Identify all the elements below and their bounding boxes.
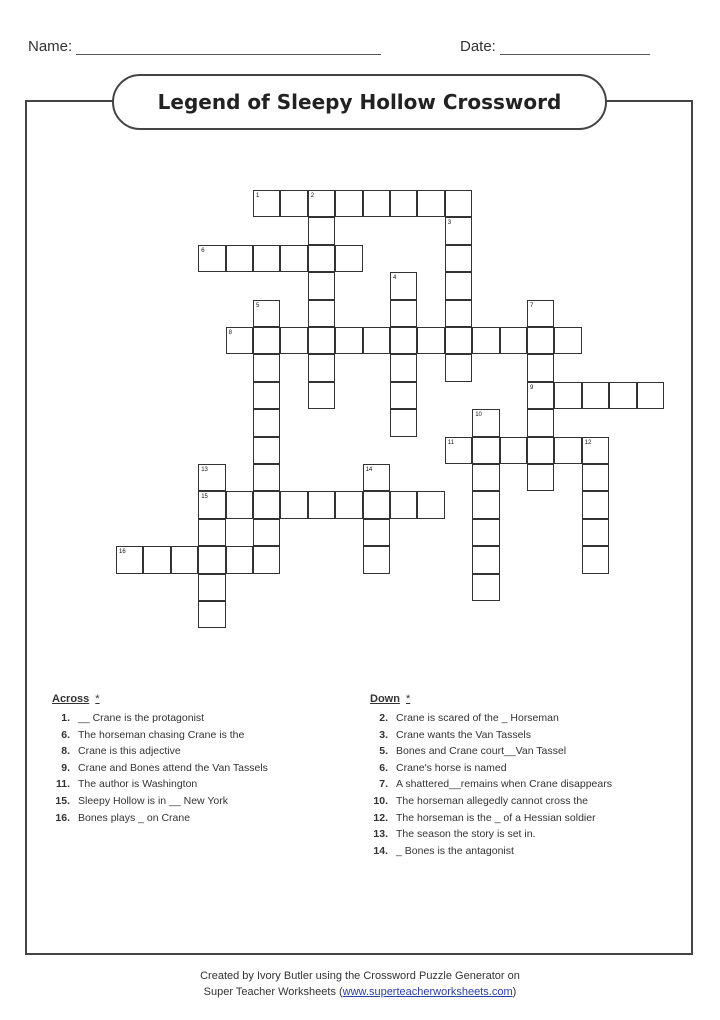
across-clue xyxy=(52,793,352,810)
clue-text: Bones plays _ on Crane xyxy=(78,811,191,824)
clue-number: 15. xyxy=(55,794,70,807)
crossword-cell[interactable] xyxy=(308,272,335,299)
crossword-cell[interactable] xyxy=(143,546,170,573)
crossword-cell[interactable] xyxy=(417,491,444,518)
clue-text: __ Crane is the protagonist xyxy=(78,712,205,724)
clue-text: Crane wants the Van Tassels xyxy=(396,728,532,741)
clue-number: 11. xyxy=(55,778,70,791)
crossword-cell[interactable] xyxy=(253,354,280,381)
clue-text: The author is Washington xyxy=(78,778,198,791)
crossword-cell[interactable] xyxy=(308,491,335,518)
crossword-cell[interactable] xyxy=(472,519,499,546)
clue-number: 13. xyxy=(373,828,388,841)
crossword-cell[interactable] xyxy=(527,327,554,354)
clue-number: 2. xyxy=(379,712,388,724)
cell-number: 3 xyxy=(447,220,452,227)
clue-text: Crane's horse is named xyxy=(396,761,507,774)
crossword-cell[interactable] xyxy=(472,546,499,573)
crossword-cell[interactable] xyxy=(198,546,225,573)
crossword-cell[interactable] xyxy=(445,245,472,272)
cell-number: 14 xyxy=(365,467,373,473)
clue-text: A shattered__remains when Crane disappears xyxy=(396,778,612,791)
crossword-cell[interactable] xyxy=(253,519,280,546)
cell-number: 6 xyxy=(201,247,205,254)
crossword-cell[interactable] xyxy=(417,327,444,354)
crossword-cell[interactable] xyxy=(582,437,609,464)
crossword-cell[interactable] xyxy=(637,382,664,409)
crossword-cell[interactable] xyxy=(472,574,499,601)
crossword-cell[interactable] xyxy=(363,491,390,518)
footer-line-2: Super Teacher Worksheets (www.superteacherworksheets.com) xyxy=(203,986,517,998)
name-line[interactable] xyxy=(76,40,381,55)
down-clue xyxy=(370,826,690,843)
crossword-cell[interactable] xyxy=(390,409,417,436)
across-clue xyxy=(52,760,352,777)
clue-number: 16. xyxy=(55,811,70,824)
crossword-cell[interactable] xyxy=(527,437,554,464)
crossword-cell[interactable] xyxy=(253,300,280,327)
crossword-cell[interactable] xyxy=(363,327,390,354)
crossword-cell[interactable] xyxy=(472,464,499,491)
crossword-cell[interactable] xyxy=(582,519,609,546)
crossword-cell[interactable] xyxy=(582,464,609,491)
crossword-cell[interactable] xyxy=(390,382,417,409)
clue-number: 10. xyxy=(373,794,388,807)
crossword-cell[interactable] xyxy=(253,190,280,217)
crossword-cell[interactable] xyxy=(445,437,472,464)
down-clue xyxy=(370,810,690,827)
crossword-cell[interactable] xyxy=(554,437,581,464)
clue-text: Sleepy Hollow is in __ New York xyxy=(78,794,228,807)
crossword-cell[interactable] xyxy=(335,491,362,518)
clue-text: The horseman chasing Crane is the xyxy=(78,728,245,741)
crossword-cell[interactable] xyxy=(363,190,390,217)
clue-number: 5. xyxy=(379,745,388,758)
crossword-cell[interactable] xyxy=(226,546,253,573)
crossword-cell[interactable] xyxy=(527,354,554,381)
clue-number: 9. xyxy=(61,761,70,774)
date-field[interactable] xyxy=(460,38,650,55)
crossword-cell[interactable] xyxy=(472,491,499,518)
down-heading: Down * xyxy=(370,693,411,705)
crossword-cell[interactable] xyxy=(335,327,362,354)
crossword-cell[interactable] xyxy=(390,272,417,299)
crossword-cell[interactable] xyxy=(445,354,472,381)
clue-number: 6. xyxy=(379,761,388,774)
cell-number: 11 xyxy=(447,439,455,446)
crossword-cell[interactable] xyxy=(527,382,554,409)
crossword-cell[interactable] xyxy=(390,491,417,518)
crossword-cell[interactable] xyxy=(226,491,253,518)
crossword-cell[interactable] xyxy=(445,190,472,217)
crossword-cell[interactable] xyxy=(226,327,253,354)
crossword-cell[interactable] xyxy=(582,546,609,573)
date-label: Date: xyxy=(460,38,496,55)
crossword-cell[interactable] xyxy=(308,300,335,327)
clue-text: Crane is this adjective xyxy=(78,745,181,758)
crossword-cell[interactable] xyxy=(472,437,499,464)
clue-number: 1. xyxy=(61,712,70,724)
clue-number: 7. xyxy=(379,778,388,791)
clue-number: 14. xyxy=(373,844,388,857)
crossword-cell[interactable] xyxy=(308,354,335,381)
cell-number: 9 xyxy=(530,384,534,391)
cell-number: 12 xyxy=(584,439,592,446)
crossword-cell[interactable] xyxy=(363,464,390,491)
clue-text: The horseman allegedly cannot cross the xyxy=(396,794,589,807)
worksheet-title: Legend of Sleepy Hollow Crossword xyxy=(157,90,562,114)
name-label: Name: xyxy=(28,38,73,55)
crossword-cell[interactable] xyxy=(198,519,225,546)
cell-number: 5 xyxy=(256,302,260,309)
clue-text: Crane and Bones attend the Van Tassels xyxy=(78,761,268,774)
across-clue xyxy=(52,810,352,827)
crossword-cell[interactable] xyxy=(390,300,417,327)
crossword-cell[interactable] xyxy=(308,217,335,244)
across-heading: Across * xyxy=(52,693,100,705)
footer-link[interactable]: www.superteacherworksheets.com xyxy=(342,986,513,998)
down-clue xyxy=(370,727,690,744)
crossword-cell[interactable] xyxy=(253,245,280,272)
crossword-cell[interactable] xyxy=(253,409,280,436)
crossword-cell[interactable] xyxy=(472,409,499,436)
crossword-cell[interactable] xyxy=(308,245,335,272)
down-clue xyxy=(370,793,690,810)
cell-number: 2 xyxy=(310,193,315,199)
crossword-cell[interactable] xyxy=(280,491,307,518)
across-clue xyxy=(52,776,352,793)
crossword-cell[interactable] xyxy=(527,409,554,436)
clue-text: _ Bones is the antagonist xyxy=(396,844,514,857)
crossword-cell[interactable] xyxy=(363,519,390,546)
cell-number: 10 xyxy=(475,412,482,419)
clue-text: Bones and Crane court__Van Tassel xyxy=(396,745,567,758)
cell-number: 4 xyxy=(393,275,397,282)
crossword-cell[interactable] xyxy=(390,354,417,381)
name-field[interactable] xyxy=(28,38,381,55)
crossword-cell[interactable] xyxy=(527,300,554,327)
across-clue xyxy=(52,710,352,727)
crossword-cell[interactable] xyxy=(445,217,472,244)
cell-number: 16 xyxy=(119,549,126,556)
footer-line-1: Created by Ivory Butler using the Crossword Puzzle Generator on xyxy=(200,970,520,982)
crossword-cell[interactable] xyxy=(198,491,225,518)
down-list xyxy=(370,710,690,859)
crossword-cell[interactable] xyxy=(445,272,472,299)
crossword-cell[interactable] xyxy=(527,464,554,491)
crossword-cell[interactable] xyxy=(390,190,417,217)
crossword-cell[interactable] xyxy=(280,245,307,272)
crossword-cell[interactable] xyxy=(253,491,280,518)
crossword-cell[interactable] xyxy=(308,190,335,217)
crossword-cell[interactable] xyxy=(308,382,335,409)
crossword-cell[interactable] xyxy=(472,327,499,354)
crossword-cell[interactable] xyxy=(582,491,609,518)
across-list xyxy=(52,710,352,826)
crossword-cell[interactable] xyxy=(253,546,280,573)
crossword-cell[interactable] xyxy=(335,190,362,217)
crossword-cell[interactable] xyxy=(253,464,280,491)
crossword-cell[interactable] xyxy=(280,190,307,217)
cell-number: 15 xyxy=(201,494,208,501)
crossword-cell[interactable] xyxy=(554,382,581,409)
footer-credit xyxy=(0,968,720,1000)
crossword-cell[interactable] xyxy=(253,382,280,409)
down-clue xyxy=(370,760,690,777)
crossword-cell[interactable] xyxy=(198,601,225,628)
crossword-cell[interactable] xyxy=(500,437,527,464)
clue-number: 12. xyxy=(373,811,388,824)
cell-number: 7 xyxy=(530,302,534,309)
across-clue xyxy=(52,727,352,744)
down-clues xyxy=(370,693,690,859)
crossword-cell[interactable] xyxy=(253,327,280,354)
crossword-cell[interactable] xyxy=(171,546,198,573)
clue-number: 3. xyxy=(379,728,388,741)
crossword-cell[interactable] xyxy=(609,382,636,409)
date-line[interactable] xyxy=(500,40,650,55)
down-clue xyxy=(370,843,690,860)
crossword-cell[interactable] xyxy=(253,437,280,464)
crossword-cell[interactable] xyxy=(198,464,225,491)
clue-number: 8. xyxy=(61,745,70,758)
crossword-cell[interactable] xyxy=(445,300,472,327)
clue-text: Crane is scared of the _ Horseman xyxy=(396,712,559,724)
clue-text: The horseman is the _ of a Hessian soldier xyxy=(396,811,596,824)
crossword-cell[interactable] xyxy=(280,327,307,354)
crossword-cell[interactable] xyxy=(554,327,581,354)
crossword-cell[interactable] xyxy=(335,245,362,272)
clue-number: 6. xyxy=(61,728,70,741)
clue-text: The season the story is set in. xyxy=(396,828,536,841)
cell-number: 13 xyxy=(201,467,208,473)
crossword-cell[interactable] xyxy=(417,190,444,217)
down-clue xyxy=(370,710,690,727)
across-clue xyxy=(52,743,352,760)
crossword-cell[interactable] xyxy=(500,327,527,354)
crossword-cell[interactable] xyxy=(363,546,390,573)
cell-number: 8 xyxy=(228,330,232,336)
across-clues xyxy=(52,693,352,826)
down-clue xyxy=(370,743,690,760)
crossword-cell[interactable] xyxy=(445,327,472,354)
crossword-cell[interactable] xyxy=(308,327,335,354)
crossword-cell[interactable] xyxy=(226,245,253,272)
title-banner xyxy=(112,74,607,130)
crossword-cell[interactable] xyxy=(198,574,225,601)
crossword-cell[interactable] xyxy=(198,245,225,272)
crossword-cell[interactable] xyxy=(582,382,609,409)
crossword-cell[interactable] xyxy=(116,546,143,573)
crossword-cell[interactable] xyxy=(390,327,417,354)
cell-number: 1 xyxy=(256,193,260,199)
down-clue xyxy=(370,776,690,793)
